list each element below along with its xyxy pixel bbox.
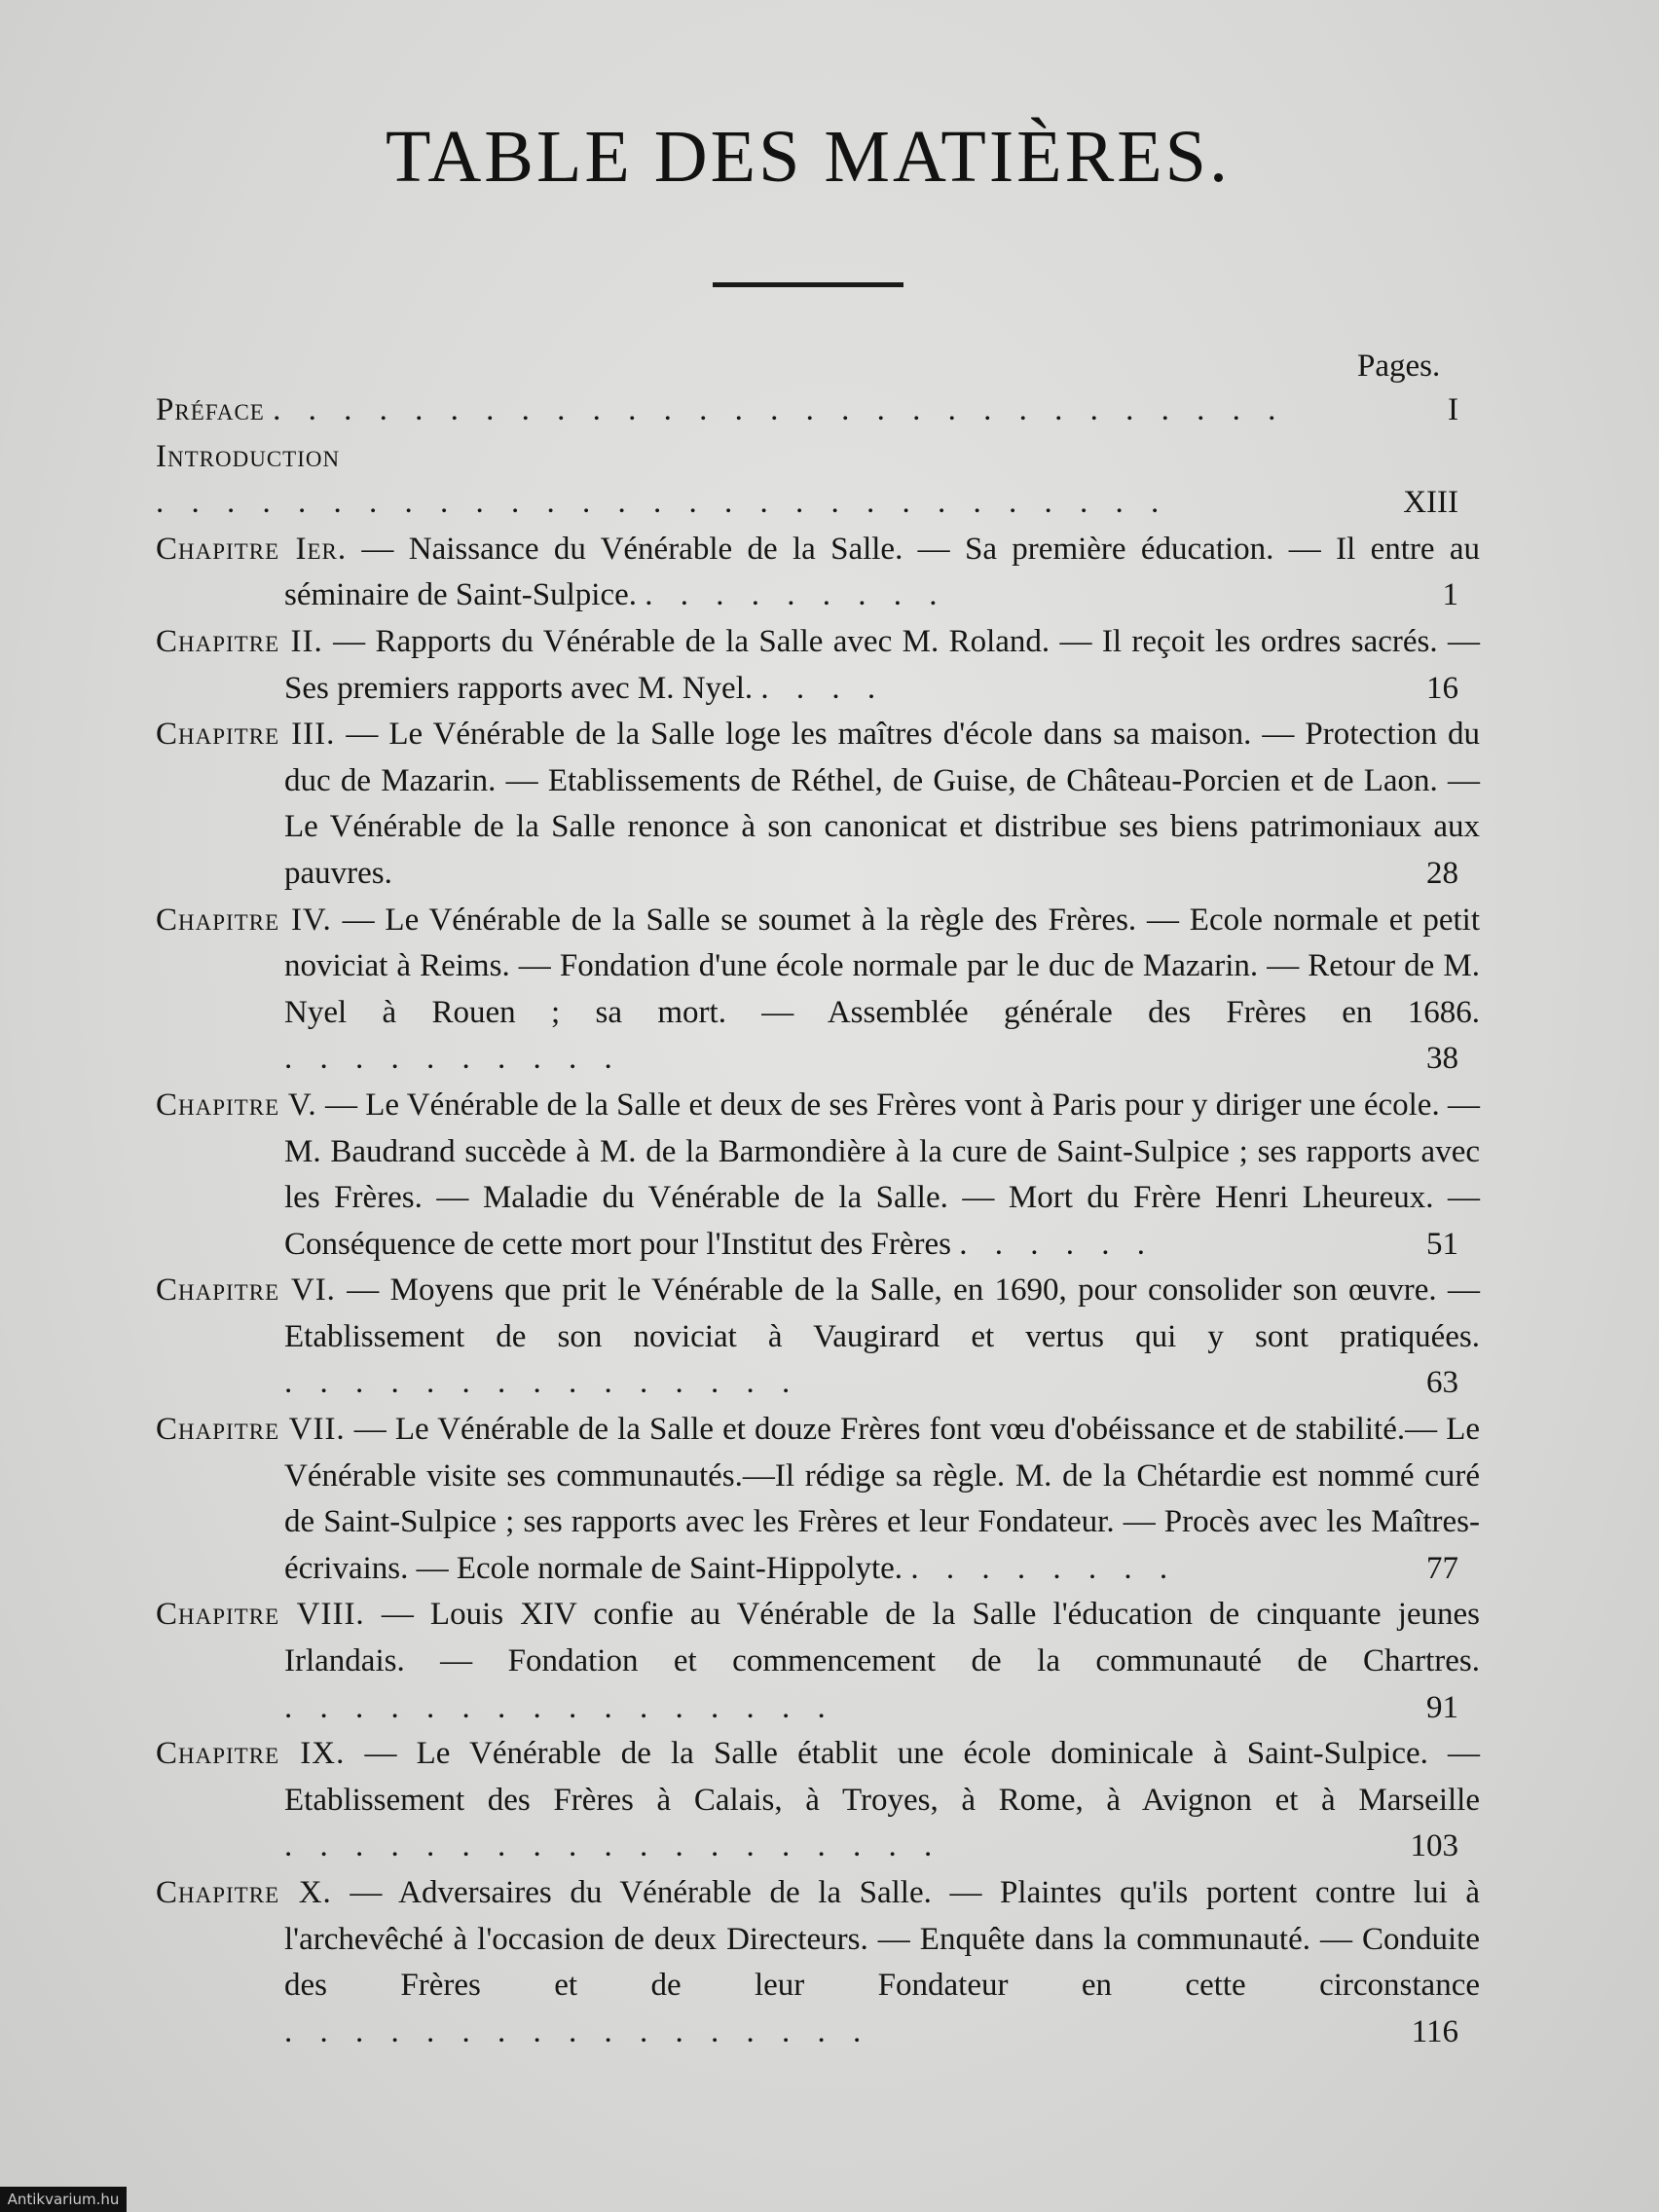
toc-entry-text [156,1731,1480,1870]
toc-entry-description: — Le Vénérable de la Salle loge les maîtres d'école dans sa maison. — Protection du duc de Mazarin. — Etablissements de Réthel, de Guise, de Château-Porcien et de Laon. — Le Vénérable de la Salle renonce à son canonicat et distribue ses biens patrimoniaux aux pauvres. [284,717,1481,891]
page-title: TABLE DES MATIÈRES. [386,116,1231,198]
toc-entry-text [156,527,1480,619]
toc-entry-text [156,898,1480,1083]
toc-entry-description: — Adversaires du Vénérable de la Salle. — Plaintes qu'ils portent contre lui à l'archevêché à l'occasion de deux Directeurs. — Enquête dans la communauté. — Conduite des Frères et de leur Fondateur en cette circonstance [284,1875,1481,2004]
toc-entry [156,1407,1480,1592]
toc-entry [156,387,1472,434]
toc-entry-label: Préface [156,392,265,427]
toc-page-number: 1 [1442,577,1458,613]
toc-entry-description: — Louis XIV confie au Vénérable de la Salle l'éducation de cinquante jeunes Irlandais. — Fondation et commencement de la communauté de Chartres. [284,1597,1481,1679]
toc-page-number: 116 [1411,2013,1458,2049]
toc-entry-label: Chapitre VIII. [156,1597,365,1633]
toc-entry-label: Chapitre IX. [156,1736,346,1772]
toc-entry-label: Chapitre V. [156,1087,317,1123]
toc-entry-label: Chapitre Ier. [156,531,348,567]
toc-entry-description: — Rapports du Vénérable de la Salle avec M. Roland. — Il reçoit les ordres sacrés. — Ses premiers rapports avec M. Nyel. [284,623,1481,706]
toc-page-number: 77 [1426,1550,1458,1586]
toc-entry-description: — Le Vénérable de la Salle se soumet à la règle des Frères. — Ecole normale et petit noviciat à Reims. — Fondation d'une école normale par le duc de Mazarin. — Retour de M. Nyel à Rouen ; sa mort. — Assemblée générale des Frères en 1686. [284,902,1480,1030]
toc-entry-label: Chapitre X. [156,1875,332,1910]
leader-dots: . . . . . . . . . . . . . . . [284,1365,800,1401]
leader-dots: . . . . . . . . . . . . . . . . . [284,2013,871,2049]
toc-entry [156,898,1480,1083]
toc-page-number: 63 [1426,1365,1458,1401]
toc-entry [156,1731,1481,1870]
leader-dots: . . . . . . . . [910,1550,1178,1586]
leader-dots: . . . . [760,670,886,706]
toc-entry-label: Chapitre III. [156,717,336,753]
toc-entry-label: Chapitre IV. [156,902,332,938]
leader-dots: . . . . . . . . . . . . . . . . . . . . . . . . . . . . . [156,485,1169,521]
toc-entry-label: Chapitre VI. [156,1272,336,1309]
toc-entry-label: Chapitre VII. [156,1412,346,1448]
toc-entry [156,619,1481,712]
toc-entry-text [156,387,1351,434]
toc-page-number: 103 [1410,1828,1458,1864]
toc-entry-text [156,619,1480,712]
toc-entry-label: Introduction [156,438,341,474]
toc-entry [156,1870,1481,2055]
toc-page-number: I [1448,392,1458,427]
toc-entry-description: — Naissance du Vénérable de la Salle. — Sa première éducation. — Il entre au séminaire de Saint-Sulpice. [284,531,1480,613]
toc-entry-description: — Le Vénérable de la Salle et douze Frères font vœu d'obéissance et de stabilité.— Le Vénérable visite ses communautés.—Il rédige sa règle. M. de la Chétardie est nommé curé de Saint-Sulpice ; ses rapports avec les Frères et leur Fondateur. — Procès avec les Maîtres-écrivains. — Ecole normale de Saint-Hippolyte. [284,1412,1480,1586]
toc-page-number: 38 [1426,1041,1458,1077]
toc-entry-description: — Moyens que prit le Vénérable de la Salle, en 1690, pour consolider son œuvre. — Etablissement de son noviciat à Vaugirard et vertus qui y sont pratiquées. [284,1272,1480,1354]
toc-page-number: 28 [1426,855,1458,891]
toc-entry [156,712,1481,897]
toc-page-number: 51 [1426,1226,1458,1262]
leader-dots: . . . . . . . . . . . . . . . . . . . . . . . . . . . . . [273,392,1286,427]
watermark: Antikvarium.hu [0,2187,127,2212]
toc-entry-label: Chapitre II. [156,623,323,659]
leader-dots: . . . . . . . . . . [284,1041,622,1077]
leader-dots: . . . . . . . . . . . . . . . . [284,1689,835,1725]
toc-entry-text [156,1268,1480,1407]
table-of-contents [156,387,1481,2055]
pages-column-header: Pages. [1357,349,1441,384]
toc-entry-description: — Le Vénérable de la Salle et deux de ses Frères vont à Paris pour y diriger une école. — M. Baudrand succède à M. de la Barmondière à la cure de Saint-Sulpice ; ses rapports avec les Frères. — Maladie du Vénérable de la Salle. — Mort du Frère Henri Lheureux. — Conséquence de cette mort pour l'Institut des Frères [284,1087,1480,1262]
toc-entry-description: — Le Vénérable de la Salle établit une école dominicale à Saint-Sulpice. — Etablissement des Frères à Calais, à Troyes, à Rome, à Avignon et à Marseille [284,1736,1481,1818]
toc-entry [156,1592,1481,1731]
leader-dots: . . . . . . . . . [645,577,947,613]
toc-entry-text [156,1083,1480,1268]
toc-entry [156,527,1480,619]
toc-entry-text [156,1870,1480,2055]
toc-entry-text [156,1592,1480,1731]
toc-entry [156,1083,1480,1268]
toc-entry [156,1268,1480,1407]
toc-entry-text [156,434,1351,527]
toc-entry [156,434,1472,527]
leader-dots: . . . . . . [959,1226,1156,1262]
title-rule [713,282,903,287]
toc-entry-text [156,712,1480,897]
toc-entry-text [156,1407,1480,1592]
leader-dots: . . . . . . . . . . . . . . . . . . . [284,1828,942,1864]
toc-page-number: 16 [1426,670,1458,706]
toc-page-number: XIII [1403,485,1458,521]
toc-page-number: 91 [1426,1689,1458,1725]
